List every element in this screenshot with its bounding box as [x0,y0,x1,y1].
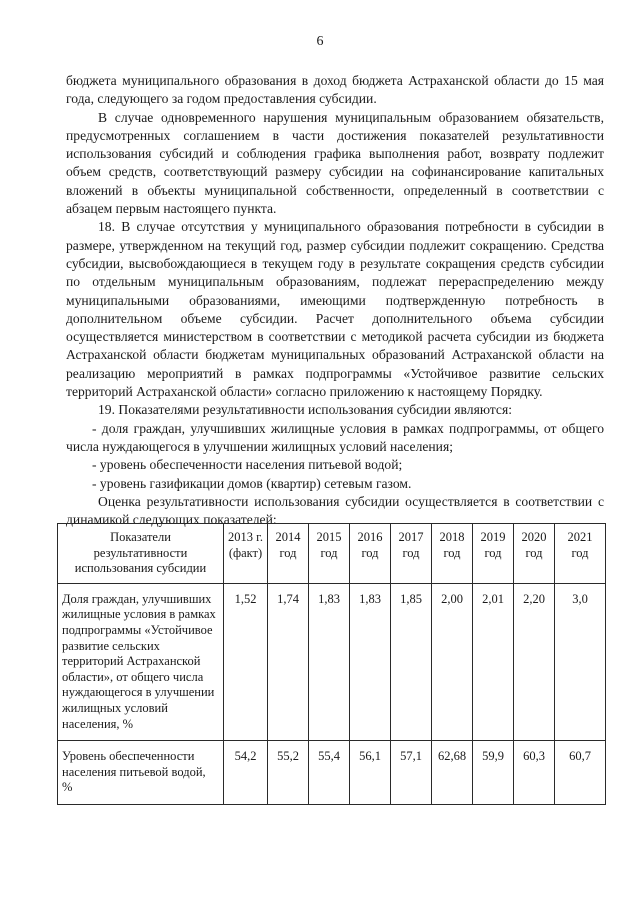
table-cell: 55,2 [268,741,309,805]
list-item: - уровень газификации домов (квартир) сетевым газом. [92,475,412,491]
table-header-year [473,524,514,584]
year-label: 2017 [398,530,424,544]
table-cell: 1,52 [224,583,268,740]
year-sublabel: год [571,545,589,560]
table-cell: 3,0 [555,583,606,740]
year-label: 2015 [316,530,342,544]
table-cell: 2,01 [473,583,514,740]
table-cell: 2,00 [432,583,473,740]
indicators-table [57,523,606,805]
year-sublabel: год [443,545,461,560]
table-row [58,741,606,805]
table-cell: 59,9 [473,741,514,805]
table-row [58,583,606,740]
year-label: 2014 [275,530,301,544]
table-header-year [555,524,606,584]
table-cell: 1,85 [391,583,432,740]
year-label: 2018 [439,530,465,544]
paragraph: В случае одновременного нарушения муниципальным образованием обязательств, предусмотренных соглашением в части достижения показателей результативности использования субсидий и соблюдения графика выполнения работ, возврату подлежит объем средств, соответствующий размеру субсидии на софинансирование капитальных вложений в объекты муниципальной собственности, определенный в соответствии с абзацем первым настоящего пункта. [66,109,604,217]
page-number: 6 [316,34,324,49]
year-label: 2020 [521,530,547,544]
list-item: - доля граждан, улучшивших жилищные условия в рамках подпрограммы, от общего числа нуждающегося в улучшении жилищных условий населения; [66,420,604,454]
document-body [66,72,604,529]
table-header-year [350,524,391,584]
table-header-year [268,524,309,584]
table-cell: 1,83 [350,583,391,740]
paragraph: 18. В случае отсутствия у муниципального образования потребности в субсидии в размере, утвержденном на текущий год, размер субсидии подлежит сокращению. Средства субсидии, высвобождающиеся в текущем году в результате сокращения средств субсидии по отдельным муниципальным образованиям, подлежат перераспределению между муниципальными образованиями, имеющими подтвержденную потребность в дополнительном объеме субсидии. Расчет дополнительного объема субсидии осуществляется министерством в соответствии с методикой расчета субсидии из бюджета Астраханской области бюджетам муниципальных образований Астраханской области на реализацию мероприятий в рамках подпрограммы «Устойчивое развитие сельских территорий Астраханской области» согласно приложению к настоящему Порядку. [66,219,604,400]
table-cell: 55,4 [309,741,350,805]
table-header-row [58,524,606,584]
table-cell: 56,1 [350,741,391,805]
table-header-year [514,524,555,584]
row-label: Уровень обеспеченности населения питьевой водой, % [58,741,224,805]
table-cell: 1,83 [309,583,350,740]
row-label: Доля граждан, улучшивших жилищные условия в рамках подпрограммы «Устойчивое развитие сельских территорий Астраханской области», от общего числа нуждающегося в улучшении жилищных условий населения, % [58,583,224,740]
table-cell: 2,20 [514,583,555,740]
year-sublabel: год [525,545,543,560]
year-label: 2013 г. [228,530,263,544]
year-sublabel: год [320,545,338,560]
table-cell: 60,3 [514,741,555,805]
table-body [58,583,606,804]
paragraph: 19. Показателями результативности использования субсидии являются: [98,402,512,418]
table-cell: 62,68 [432,741,473,805]
paragraph: Оценка результативности использования субсидии осуществляется в соответствии с динамикой следующих показателей: [66,493,604,528]
year-sublabel: год [361,545,379,560]
year-label: 2016 [357,530,383,544]
table-header-year [309,524,350,584]
table-cell: 1,74 [268,583,309,740]
table-cell: 60,7 [555,741,606,805]
list-item: - уровень обеспеченности населения питьевой водой; [92,457,403,473]
year-sublabel: год [279,545,297,560]
year-sublabel: (факт) [228,545,263,560]
year-label: 2019 [480,530,506,544]
table-header-indicator: Показатели результативности использования субсидии [58,524,224,584]
table-header-year [224,524,268,584]
table-cell: 54,2 [224,741,268,805]
table-cell: 57,1 [391,741,432,805]
table-header-year [391,524,432,584]
table-header-year [432,524,473,584]
year-sublabel: год [402,545,420,560]
year-sublabel: год [484,545,502,560]
paragraph: бюджета муниципального образования в доход бюджета Астраханской области до 15 мая года, следующего за годом предоставления субсидии. [66,73,604,107]
year-label: 2021 [567,530,593,544]
